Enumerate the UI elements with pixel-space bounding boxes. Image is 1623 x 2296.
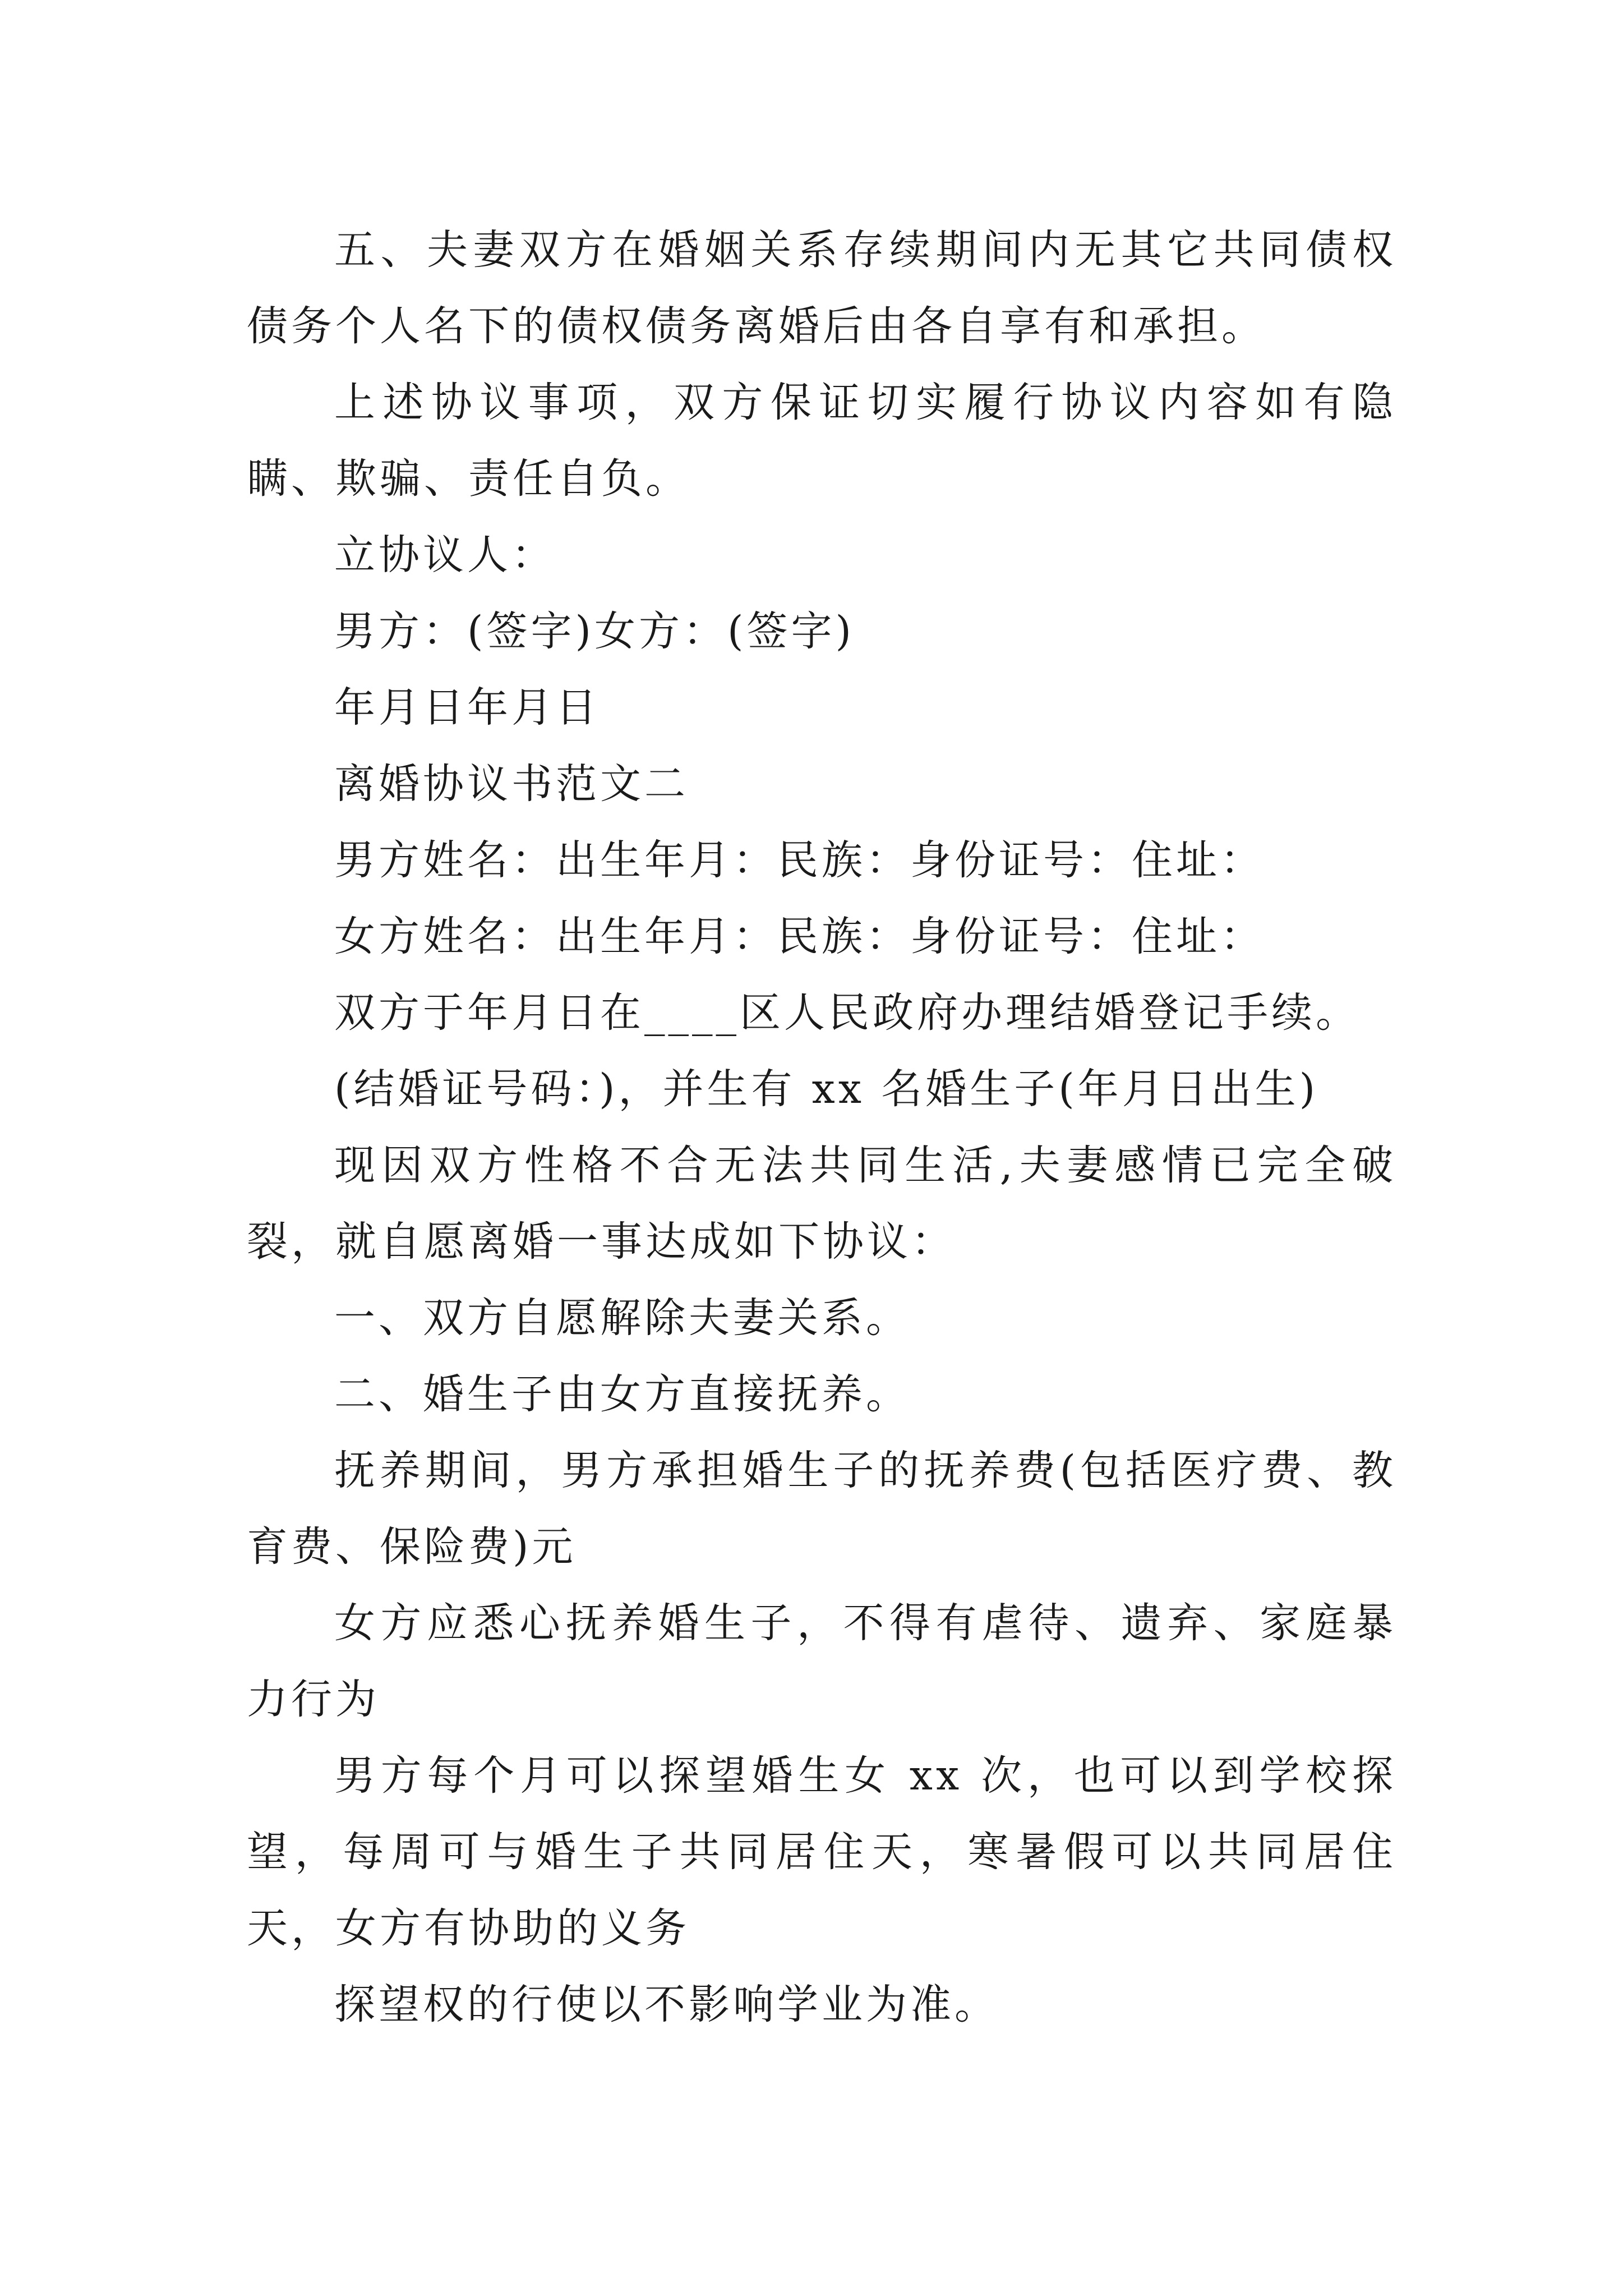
- paragraph-child-support: 抚养期间，男方承担婚生子的抚养费(包括医疗费、教育费、保险费)元: [247, 1447, 1396, 1571]
- paragraph-husband-info: 男方姓名：出生年月：民族：身份证号：住址：: [334, 836, 1265, 884]
- paragraph-visitation: 男方每个月可以探望婚生女 xx 次，也可以到学校探望，每周可与婚生子共同居住天，寒暑假可以共同居住天，女方有协助的义务: [247, 1752, 1396, 1952]
- paragraph-care-duty: 女方应悉心抚养婚生子，不得有虐待、遗弃、家庭暴力行为: [247, 1599, 1396, 1723]
- paragraph-item-one: 一、双方自愿解除夫妻关系。: [334, 1294, 910, 1342]
- paragraph-reason: 现因双方性格不合无法共同生活,夫妻感情已完全破裂，就自愿离婚一事达成如下协议：: [247, 1142, 1396, 1266]
- paragraph-dates: 年月日年月日: [334, 684, 600, 731]
- paragraph-marriage-registration: 双方于年月日在____区人民政府办理结婚登记手续。: [334, 989, 1360, 1037]
- paragraph-signatories: 立协议人：: [334, 531, 556, 579]
- paragraph-visitation-limit: 探望权的行使以不影响学业为准。: [334, 1981, 999, 2028]
- paragraph-item-two: 二、婚生子由女方直接抚养。: [334, 1370, 910, 1418]
- paragraph-wife-info: 女方姓名：出生年月：民族：身份证号：住址：: [334, 913, 1265, 960]
- paragraph-signatures: 男方：(签字)女方：(签字): [334, 608, 855, 655]
- paragraph-debts: 五、夫妻双方在婚姻关系存续期间内无其它共同债权债务个人名下的债权债务离婚后由各自享有和承担。: [247, 226, 1396, 350]
- document-body: [247, 212, 1396, 2043]
- paragraph-certificate-children: (结婚证号码：)，并生有 xx 名婚生子(年月日出生): [334, 1065, 1319, 1113]
- section-title: 离婚协议书范文二: [334, 760, 689, 808]
- paragraph-guarantee: 上述协议事项，双方保证切实履行协议内容如有隐瞒、欺骗、责任自负。: [247, 379, 1396, 503]
